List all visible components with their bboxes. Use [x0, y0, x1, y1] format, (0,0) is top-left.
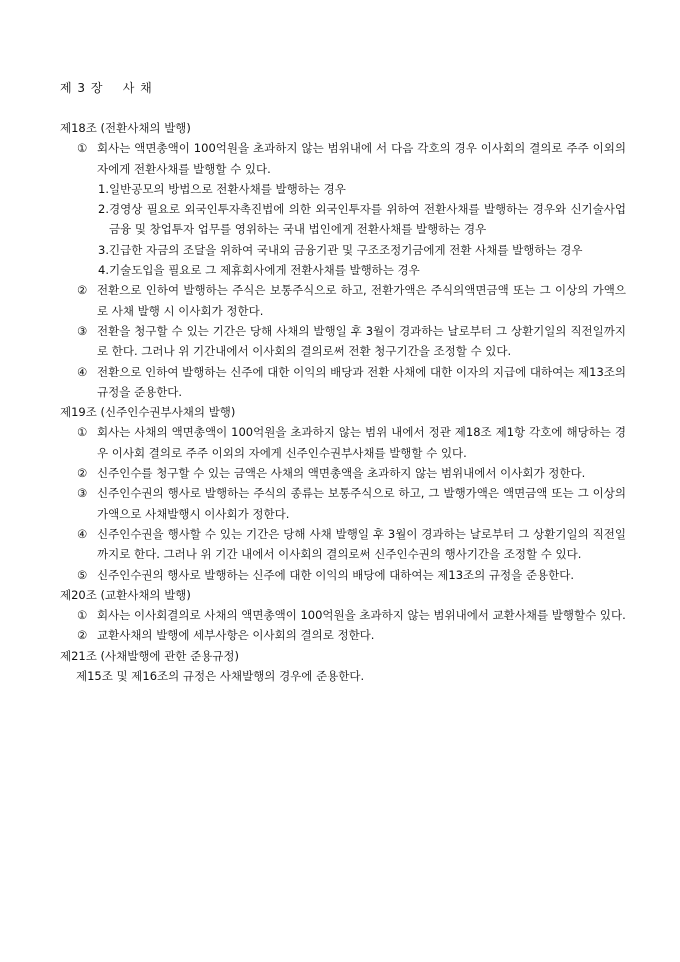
clause-item — [60, 280, 626, 321]
clause-number: ① — [77, 141, 88, 156]
clause-number: ② — [77, 466, 88, 481]
clause-item — [60, 625, 626, 645]
subclause-item — [60, 179, 626, 199]
clause-item — [60, 138, 626, 179]
subclause-item — [60, 260, 626, 280]
clause-text: 신주인수를 청구할 수 있는 금액은 사채의 액면총액을 초과하지 않는 범위내에서 이사회가 정한다. — [97, 466, 586, 481]
clause-number: ① — [77, 608, 88, 623]
clause-text: 신주인수권의 행사로 발행하는 신주에 대한 이익의 배당에 대하여는 제13조의 규정을 준용한다. — [97, 567, 574, 582]
clause-item — [60, 524, 626, 565]
clause-text: 전환을 청구할 수 있는 기간은 당해 사채의 발행일 후 3월이 경과하는 날로부터 그 상환기일의 직전일까지로 한다. 그러나 위 기간내에서 이사회의 결의로써 전환 청구기간을 조정할 수 있다. — [97, 323, 626, 359]
subclause-number: 3. — [98, 242, 109, 257]
clause-item — [60, 422, 626, 463]
clause-number: ② — [77, 283, 88, 298]
clause-item — [60, 362, 626, 403]
clause-item — [60, 321, 626, 362]
article-heading: 제19조 (신주인수권부사채의 발행) — [60, 405, 236, 420]
subclause-text: 일반공모의 방법으로 전환사채를 발행하는 경우 — [109, 181, 346, 196]
clause-text: 회사는 이사회결의로 사채의 액면총액이 100억원을 초과하지 않는 범위내에서 교환사채를 발행할수 있다. — [97, 608, 626, 623]
article-heading: 제21조 (사채발행에 관한 준용규정) — [60, 648, 239, 663]
clause-number: ⑤ — [77, 567, 88, 582]
clause-item — [60, 605, 626, 625]
clause-text: 전환으로 인하여 발행하는 신주에 대한 이익의 배당과 전환 사채에 대한 이자의 지급에 대하여는 제13조의 규정을 준용한다. — [97, 364, 626, 399]
subclause-number: 4. — [98, 263, 109, 278]
article-paragraph: 제15조 및 제16조의 규정은 사채발행의 경우에 준용한다. — [76, 669, 365, 684]
subclause-number: 2. — [98, 202, 109, 217]
article-heading: 제18조 (전환사채의 발행) — [60, 121, 191, 135]
subclause-item — [60, 199, 626, 240]
clause-number: ① — [77, 425, 88, 440]
clause-text: 신주인수권의 행사로 발행하는 주식의 종류는 보통주식으로 하고, 그 발행가액은 액면금액 또는 그 이상의 가액으로 사채발행시 이사회가 정한다. — [97, 486, 626, 521]
clause-item — [60, 463, 626, 483]
articles-body — [60, 118, 626, 686]
subclause-item — [60, 240, 626, 260]
subclause-text: 경영상 필요로 외국인투자촉진법에 의한 외국인투자를 위하여 전환사채를 발행하는 경우와 신기술사업금융 및 창업투자 업무를 영위하는 국내 법인에게 전환사채를 발행하는 경우 — [109, 202, 626, 237]
clause-number: ③ — [77, 486, 88, 501]
clause-number: ④ — [77, 526, 88, 541]
subclause-number: 1. — [98, 181, 109, 196]
clause-item — [60, 565, 626, 585]
clause-number: ② — [77, 628, 88, 643]
clause-text: 회사는 액면총액이 100억원을 초과하지 않는 범위내에 서 다음 각호의 경우 이사회의 결의로 주주 이외의 자에게 전환사채를 발행할 수 있다. — [97, 141, 626, 176]
subclause-text: 긴급한 자금의 조달을 위하여 국내외 금융기관 및 구조조정기금에게 전환 사채를 발행하는 경우 — [109, 242, 583, 257]
clause-item — [60, 483, 626, 524]
article-heading: 제20조 (교환사채의 발행) — [60, 587, 191, 602]
clause-text: 전환으로 인하여 발행하는 주식은 보통주식으로 하고, 전환가액은 주식의액면금액 또는 그 이상의 가액으로 사채 발행 시 이사회가 정한다. — [97, 283, 626, 318]
clause-number: ③ — [77, 323, 88, 338]
subclause-text: 기술도입을 필요로 그 제휴회사에게 전환사채를 발행하는 경우 — [109, 263, 420, 278]
chapter-title: 제 3 장 사 채 — [60, 81, 153, 95]
clause-text: 신주인수권을 행사할 수 있는 기간은 당해 사채 발행일 후 3월이 경과하는 날로부터 그 상환기일의 직전일까지로 한다. 그러나 위 기간 내에서 이사회의 결의로써 신주인수권의 행사기간을 조정할 수 있다. — [97, 526, 626, 562]
clause-text: 교환사채의 발행에 세부사항은 이사회의 결의로 정한다. — [97, 628, 375, 643]
clause-number: ④ — [77, 364, 88, 379]
clause-text: 회사는 사채의 액면총액이 100억원을 초과하지 않는 범위 내에서 정관 제18조 제1항 각호에 해당하는 경우 이사회 결의로 주주 이외의 자에게 신주인수권부사채를 발행할 수 있다. — [97, 425, 626, 460]
